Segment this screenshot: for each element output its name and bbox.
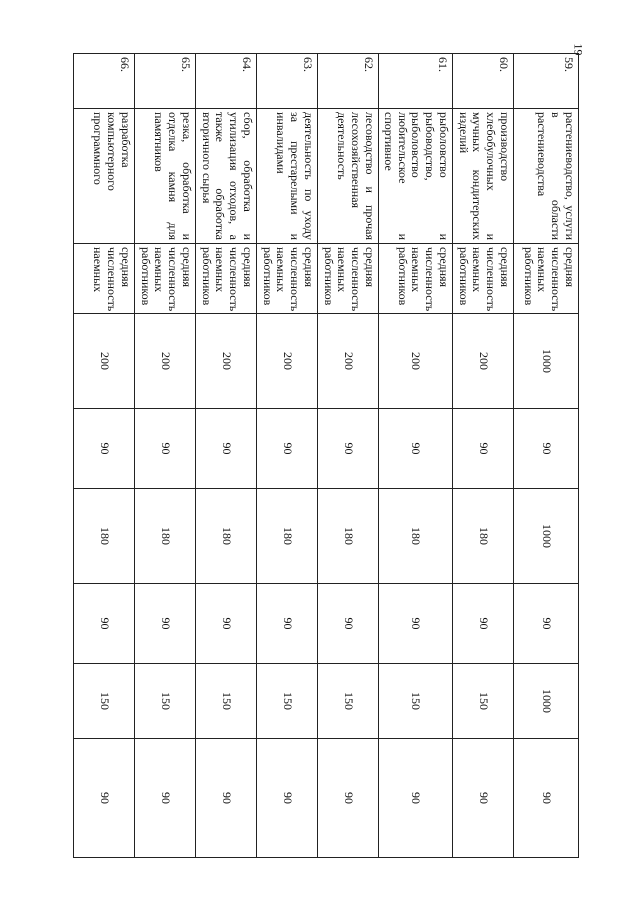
- activity-name: разработка компьютерного программного: [74, 109, 135, 244]
- row-number: 59.: [514, 54, 579, 109]
- value-4: 90: [74, 584, 135, 664]
- value-3: 180: [379, 489, 453, 584]
- value-5: 1000: [514, 664, 579, 739]
- table-row: [379, 54, 453, 858]
- value-5: 150: [257, 664, 318, 739]
- value-2: 90: [514, 409, 579, 489]
- value-6: 90: [257, 739, 318, 858]
- value-3: 180: [453, 489, 514, 584]
- value-3: 180: [257, 489, 318, 584]
- value-4: 90: [196, 584, 257, 664]
- value-3: 180: [135, 489, 196, 584]
- value-2: 90: [379, 409, 453, 489]
- value-2: 90: [318, 409, 379, 489]
- indicator-name: средняя численность наемных работников: [135, 244, 196, 314]
- value-3: 180: [196, 489, 257, 584]
- value-2: 90: [135, 409, 196, 489]
- row-number: 62.: [318, 54, 379, 109]
- value-5: 150: [196, 664, 257, 739]
- table-row: [453, 54, 514, 858]
- value-6: 90: [196, 739, 257, 858]
- table-row: [514, 54, 579, 858]
- value-5: 150: [379, 664, 453, 739]
- value-5: 150: [135, 664, 196, 739]
- table-row: [74, 54, 135, 858]
- row-number: 66.: [74, 54, 135, 109]
- value-1: 200: [196, 314, 257, 409]
- value-2: 90: [196, 409, 257, 489]
- value-1: 200: [135, 314, 196, 409]
- value-5: 150: [74, 664, 135, 739]
- value-6: 90: [379, 739, 453, 858]
- table-row: [135, 54, 196, 858]
- value-3: 180: [318, 489, 379, 584]
- value-4: 90: [453, 584, 514, 664]
- activity-name: сбор, обработка и утилизация отходов, а также обработка вторичного сырья: [196, 109, 257, 244]
- value-4: 90: [257, 584, 318, 664]
- value-4: 90: [135, 584, 196, 664]
- activity-name: рыболовство и рыбоводство, рыболовство любительское и спортивное: [379, 109, 453, 244]
- value-1: 200: [257, 314, 318, 409]
- indicator-name: средняя численность наемных работников: [453, 244, 514, 314]
- indicator-name: средняя численность наемных работников: [196, 244, 257, 314]
- value-4: 90: [379, 584, 453, 664]
- activity-name: резка, обработка и отделка камня для памятников: [135, 109, 196, 244]
- value-6: 90: [318, 739, 379, 858]
- row-number: 63.: [257, 54, 318, 109]
- row-number: 65.: [135, 54, 196, 109]
- activity-name: производство хлебобулочных и мучных кондитерских изделий: [453, 109, 514, 244]
- table-row: [257, 54, 318, 858]
- indicator-name: средняя численность наемных: [74, 244, 135, 314]
- indicator-name: средняя численность наемных работников: [379, 244, 453, 314]
- row-number: 60.: [453, 54, 514, 109]
- value-6: 90: [453, 739, 514, 858]
- row-number: 61.: [379, 54, 453, 109]
- activity-table: [73, 53, 579, 858]
- page-number: 19: [571, 43, 586, 56]
- value-1: 1000: [514, 314, 579, 409]
- activity-name: деятельность по уходу за престарелыми и инвалидами: [257, 109, 318, 244]
- value-1: 200: [379, 314, 453, 409]
- value-6: 90: [135, 739, 196, 858]
- rotated-table-area: [87, 53, 579, 857]
- table-row: [318, 54, 379, 858]
- value-3: 1000: [514, 489, 579, 584]
- value-1: 200: [318, 314, 379, 409]
- value-2: 90: [257, 409, 318, 489]
- value-4: 90: [318, 584, 379, 664]
- value-1: 200: [453, 314, 514, 409]
- table-row: [196, 54, 257, 858]
- value-6: 90: [74, 739, 135, 858]
- indicator-name: средняя численность наемных работников: [318, 244, 379, 314]
- indicator-name: средняя численность наемных работников: [514, 244, 579, 314]
- row-number: 64.: [196, 54, 257, 109]
- value-1: 200: [74, 314, 135, 409]
- value-2: 90: [74, 409, 135, 489]
- activity-name: лесоводство и прочая лесохозяйственная деятельность: [318, 109, 379, 244]
- activity-name: растениеводство, услуги в области растениеводства: [514, 109, 579, 244]
- value-2: 90: [453, 409, 514, 489]
- value-4: 90: [514, 584, 579, 664]
- value-3: 180: [74, 489, 135, 584]
- value-5: 150: [318, 664, 379, 739]
- indicator-name: средняя численность наемных работников: [257, 244, 318, 314]
- value-6: 90: [514, 739, 579, 858]
- value-5: 150: [453, 664, 514, 739]
